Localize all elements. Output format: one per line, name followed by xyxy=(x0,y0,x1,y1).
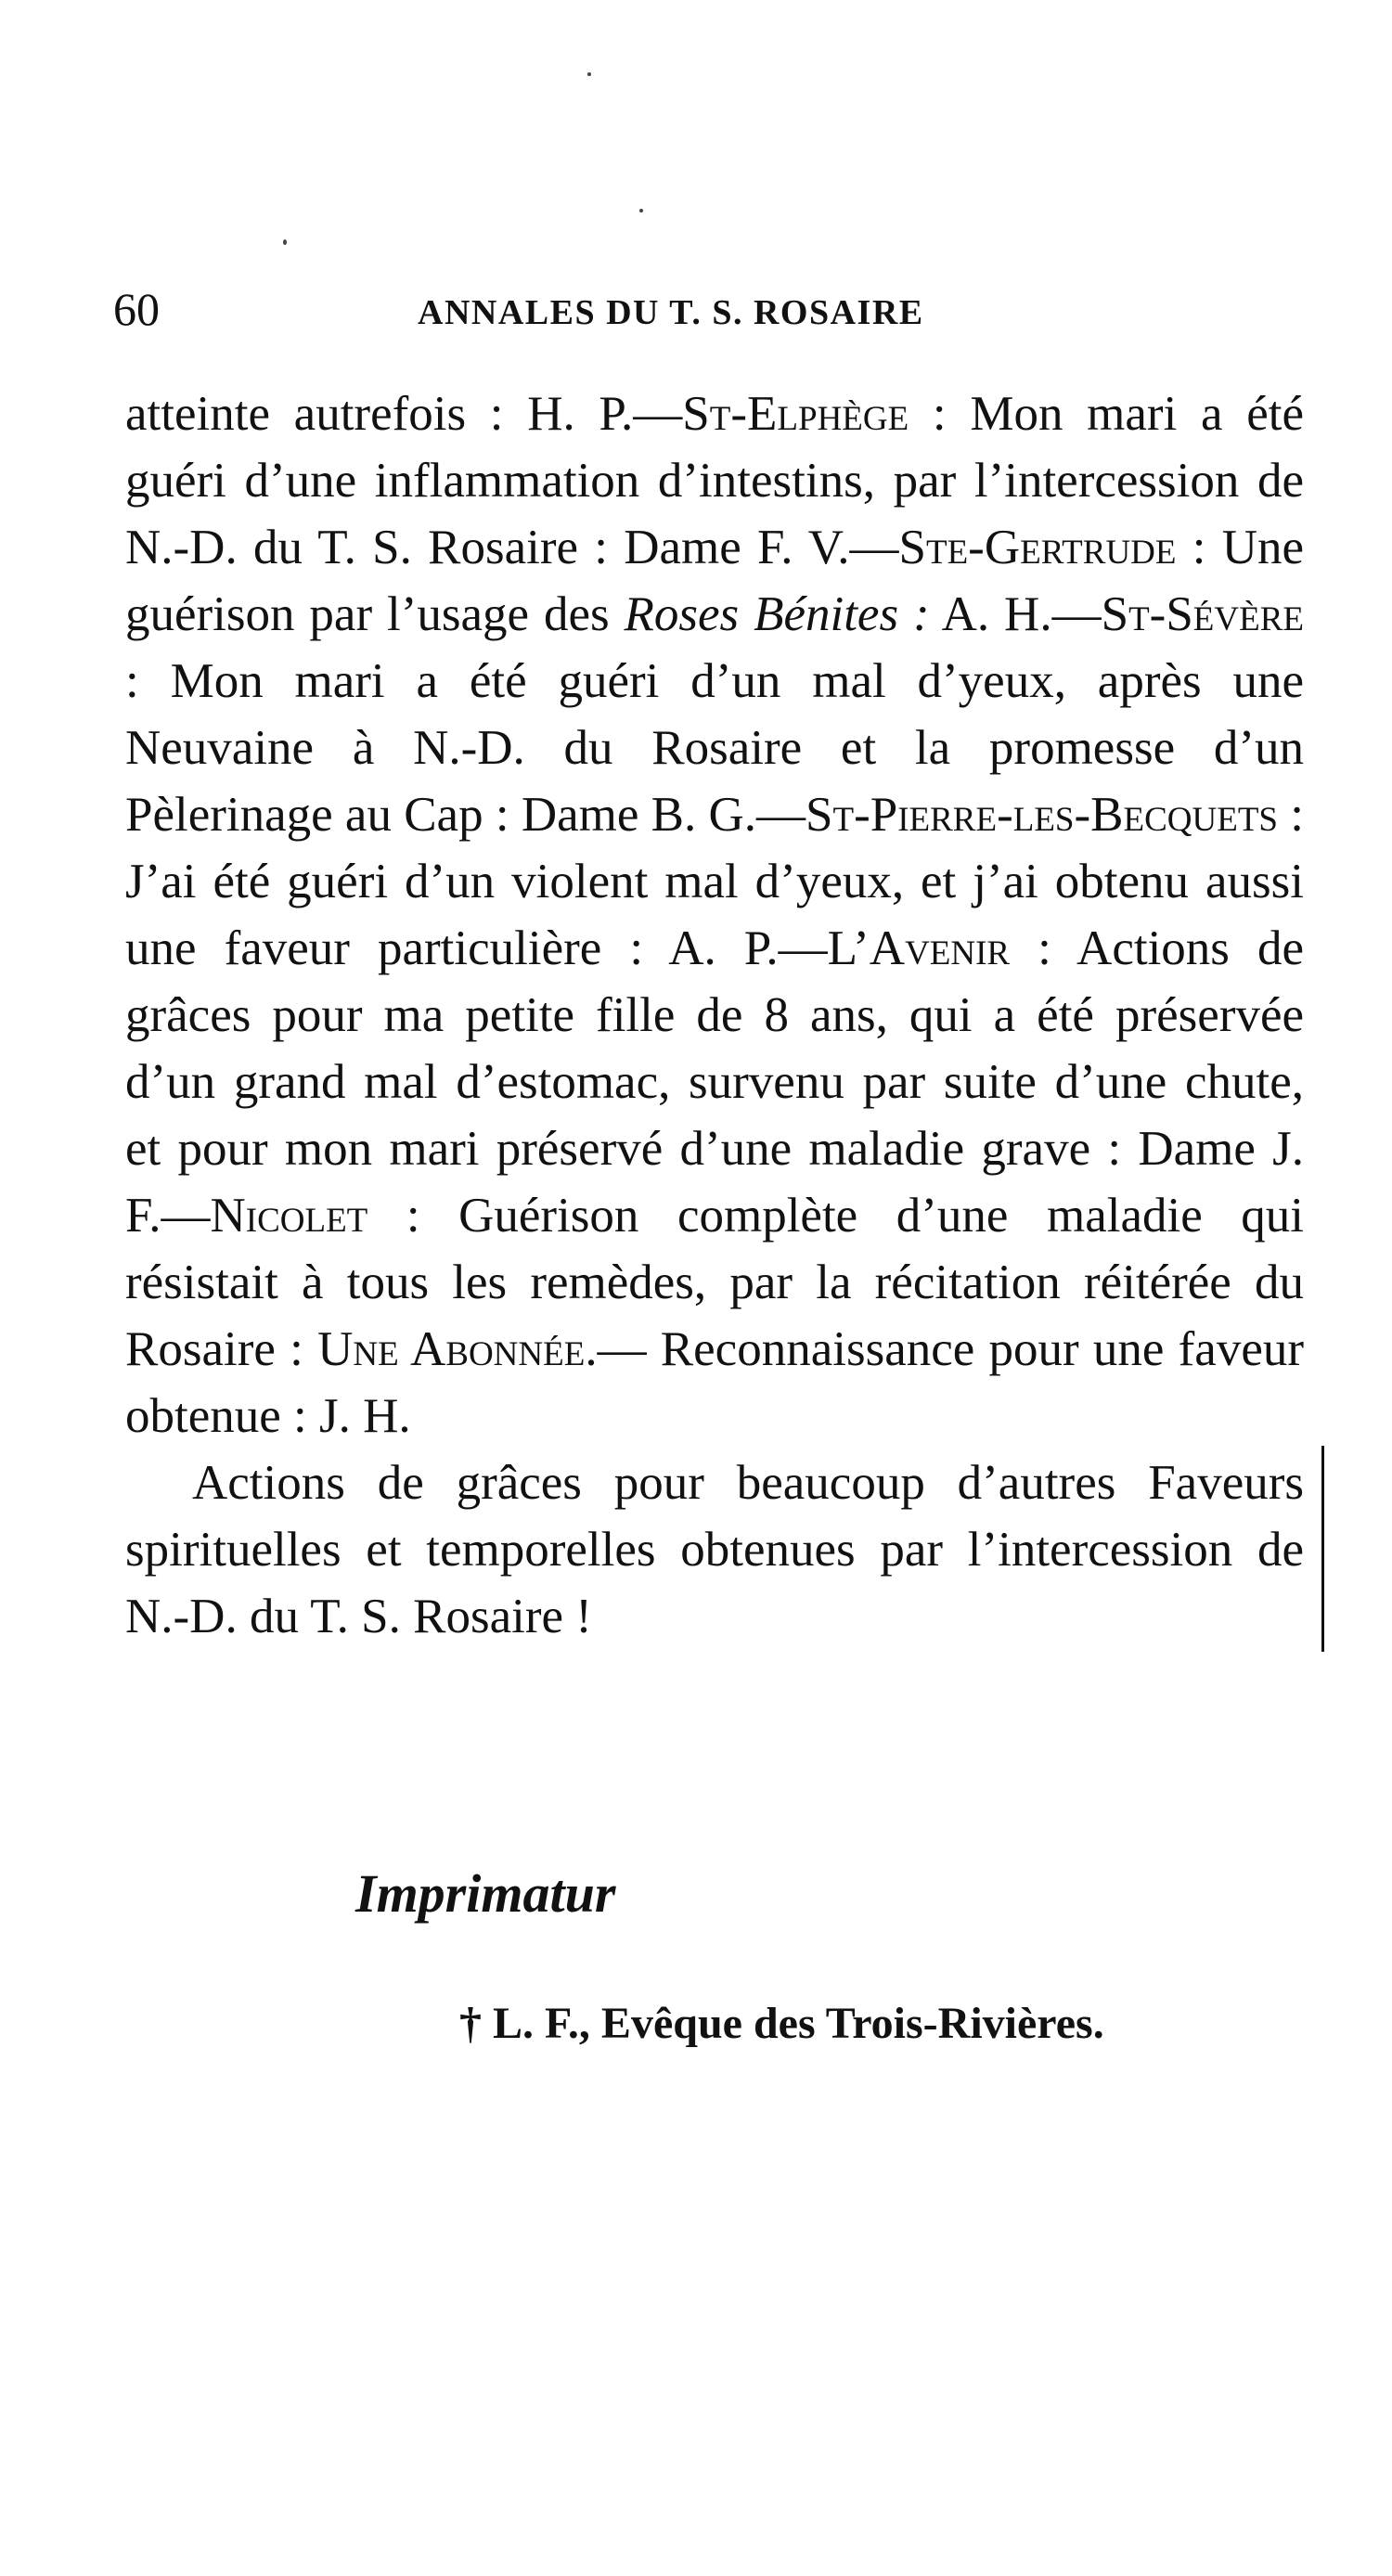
page-number: 60 xyxy=(113,283,160,335)
print-speck xyxy=(283,239,287,245)
running-title: ANNALES DU T. S. ROSAIRE xyxy=(418,293,924,332)
print-speck xyxy=(639,209,643,213)
margin-rule xyxy=(1321,1446,1324,1652)
bishop-signature: † L. F., Evêque des Trois-Rivières. xyxy=(459,1999,1104,2048)
place-name: Nicolet xyxy=(210,1189,368,1243)
body-text xyxy=(125,380,1304,1650)
print-speck xyxy=(587,72,591,76)
place-name: L’Avenir xyxy=(827,921,1011,975)
imprimatur-label: Imprimatur xyxy=(355,1863,616,1924)
paragraph-favours: atteinte autrefois : H. P.—St-Elphège : Mon mari a été guéri d’une inflammation d’intestins, par l’intercession de N.-D. du T. S. Rosaire : Dame F. V.—Ste-Gertrude : Une guérison par l’usage des Roses Bénites : A. H.—St-Sévère : Mon mari a été guéri d’un mal d’yeux, après une Neuvaine à N.-D. du Rosaire et la promesse d’un Pèlerinage au Cap : Dame B. G.—St-Pierre-les-Becquets : J’ai été guéri d’un violent mal d’yeux, et j’ai obtenu aussi une faveur particulière : A. P.—L’Avenir : Actions de grâces pour ma petite fille de 8 ans, qui a été préservée d’un grand mal d’estomac, survenu par suite d’une chute, et pour mon mari préservé d’une maladie grave : Dame J. F.—Nicolet : Guérison complète d’une maladie qui résistait à tous les remèdes, par la récitation réitérée du Rosaire : Une Abonnée.— Reconnaissance pour une faveur obtenue : J. H. xyxy=(125,387,1304,1443)
signatory: Une Abonnée. xyxy=(317,1322,598,1376)
place-name: St-Pierre-les-Becquets xyxy=(806,788,1279,842)
place-name: St-Sévère xyxy=(1101,587,1304,641)
place-name: Ste-Gertrude xyxy=(898,521,1177,574)
place-name: St-Elphège xyxy=(682,387,909,441)
emphasis: Roses Bénites : xyxy=(624,587,930,641)
paragraph-thanks: Actions de grâces pour beaucoup d’autres Faveurs spirituelles et temporelles obtenues par l’intercession de N.-D. du T. S. Rosaire ! xyxy=(125,1456,1304,1643)
